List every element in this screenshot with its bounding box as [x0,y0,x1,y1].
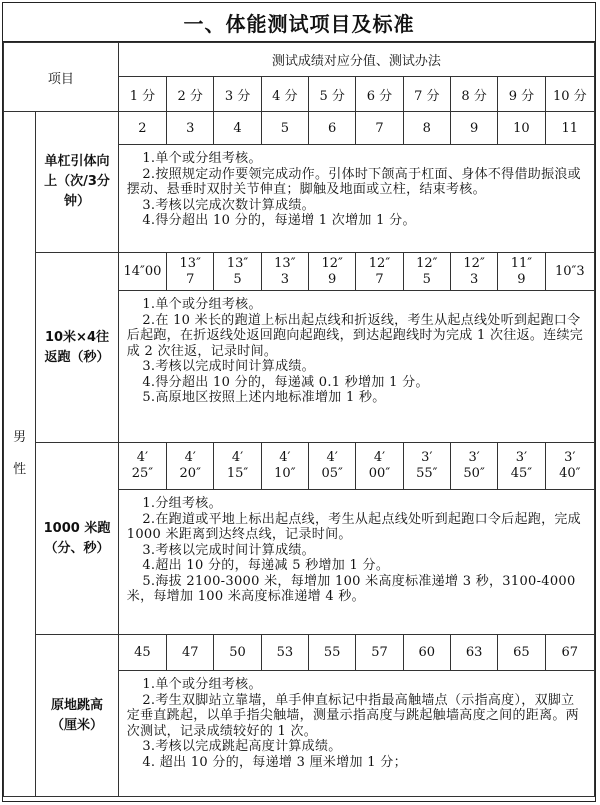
method-step: 1.单个或分组考核。 [142,297,262,312]
score-value-cell: 3 [167,112,214,145]
score-value-cell: 3′ 55″ [403,443,450,490]
score-value-cell: 8 [403,112,450,145]
method-step: 4.超出 10 分的，每递减 5 秒增加 1 分。 [142,558,390,573]
score-value-cell: 47 [167,635,214,671]
score-header-cell: 10 分 [545,77,594,112]
score-value-cell: 4 [214,112,261,145]
score-value-cell: 5 [261,112,308,145]
score-value-cell: 6 [309,112,356,145]
method-step: 2.考生双脚站立靠墙，单手伸直标记中指最高触墙点（示指高度），双脚立定垂直跳起，以单手指尖触墙，测量示指高度与跳起触墙高度之间的距离。两次测试，记录成绩较好的 1 次。 [126,692,579,739]
score-value-cell: 45 [118,635,166,671]
score-value-cell: 67 [545,635,594,671]
score-header-cell: 6 分 [356,77,403,112]
page-title: 一、体能测试项目及标准 [3,3,595,42]
score-value-cell: 12″ 5 [403,253,450,291]
method-step: 2.在跑道或平地上标出起点线，考生从起点线处听到起跑口令后起跑，完成 1000 米距离到达终点线，记录时间。 [126,511,581,542]
score-value-cell: 4′ 10″ [261,443,308,490]
score-value-cell: 4′ 20″ [167,443,214,490]
item-name: 1000 米跑（分、秒） [36,443,119,635]
method-step: 5.高原地区按照上述内地标准增加 1 秒。 [142,390,386,405]
score-value-cell: 13″ 5 [214,253,261,291]
score-value-cell: 13″ 7 [167,253,214,291]
score-header-cell: 4 分 [261,77,308,112]
score-value-cell: 12″ 3 [450,253,497,291]
score-header-cell: 8 分 [450,77,497,112]
method-step: 1.分组考核。 [142,496,222,511]
header-row [4,43,595,77]
standards-sheet [2,2,596,802]
score-value-cell: 4′ 00″ [356,443,403,490]
score-value-cell: 14″00 [118,253,166,291]
method-step: 2.在 10 米长的跑道上标出起点线和折返线，考生从起点线处听到起跑口令后起跑，在折返线处返回跑向起跑线，到达起跑线时为完成 1 次往返。连续完成 2 次往返，记录时间。 [126,312,584,359]
score-value-cell: 11″ 9 [498,253,545,291]
item-values-row [4,112,595,145]
method-step: 4.得分超出 10 分的，每递增 1 次增加 1 分。 [142,213,416,228]
score-value-cell: 9 [450,112,497,145]
score-value-cell: 65 [498,635,545,671]
score-value-cell: 4′ 25″ [118,443,166,490]
score-value-cell: 53 [261,635,308,671]
score-value-cell: 7 [356,112,403,145]
method-step: 2.按照规定动作要领完成动作。引体时下颌高于杠面、身体不得借助振浪或摆动、悬垂时双肘关节伸直；脚触及地面或立柱，结束考核。 [126,166,581,197]
test-method [118,145,594,253]
score-value-cell: 57 [356,635,403,671]
score-value-cell: 13″ 3 [261,253,308,291]
method-step: 4.得分超出 10 分的，每递减 0.1 秒增加 1 分。 [142,374,429,390]
test-method [118,291,594,443]
score-header-cell: 7 分 [403,77,450,112]
method-step: 5.海拔 2100-3000 米，每增加 100 米高度标准递增 3 秒，3100-4000 米，每增加 100 米高度标准递增 4 秒。 [126,573,576,604]
method-step: 3.考核以完成时间计算成绩。 [142,542,315,558]
score-value-cell: 55 [309,635,356,671]
score-value-cell: 10″3 [545,253,594,291]
score-value-cell: 10 [498,112,545,145]
method-step: 3.考核以完成次数计算成绩。 [142,197,315,213]
score-header-cell: 3 分 [214,77,261,112]
score-value-cell: 50 [214,635,261,671]
standards-table [3,42,595,797]
score-group-header: 测试成绩对应分值、测试办法 [118,43,594,77]
method-step: 3.考核以完成跳起高度计算成绩。 [142,739,342,754]
gender-label: 男 性 [4,112,36,797]
method-step: 4. 超出 10 分的，每递增 3 厘米增加 1 分； [142,754,407,770]
item-header: 项目 [4,43,119,112]
item-values-row [4,443,595,490]
item-name: 10米×4往返跑（秒） [36,253,119,443]
item-name: 单杠引体向上（次/3分钟） [36,112,119,253]
score-value-cell: 11 [545,112,594,145]
score-value-cell: 3′ 40″ [545,443,594,490]
item-values-row [4,253,595,291]
score-value-cell: 2 [118,112,166,145]
score-value-cell: 63 [450,635,497,671]
method-step: 3.考核以完成时间计算成绩。 [142,359,315,374]
score-value-cell: 4′ 05″ [309,443,356,490]
test-method [118,671,594,797]
score-value-cell: 60 [403,635,450,671]
item-values-row [4,635,595,671]
test-method [118,490,594,635]
score-header-cell: 5 分 [309,77,356,112]
item-name: 原地跳高（厘米） [36,635,119,797]
score-header-cell: 9 分 [498,77,545,112]
score-header-cell: 2 分 [167,77,214,112]
score-value-cell: 12″ 7 [356,253,403,291]
score-header-cell: 1 分 [118,77,166,112]
method-step: 1.单个或分组考核。 [142,677,262,692]
score-value-cell: 4′ 15″ [214,443,261,490]
score-value-cell: 3′ 50″ [450,443,497,490]
method-step: 1.单个或分组考核。 [142,151,262,166]
score-value-cell: 12″ 9 [309,253,356,291]
score-value-cell: 3′ 45″ [498,443,545,490]
